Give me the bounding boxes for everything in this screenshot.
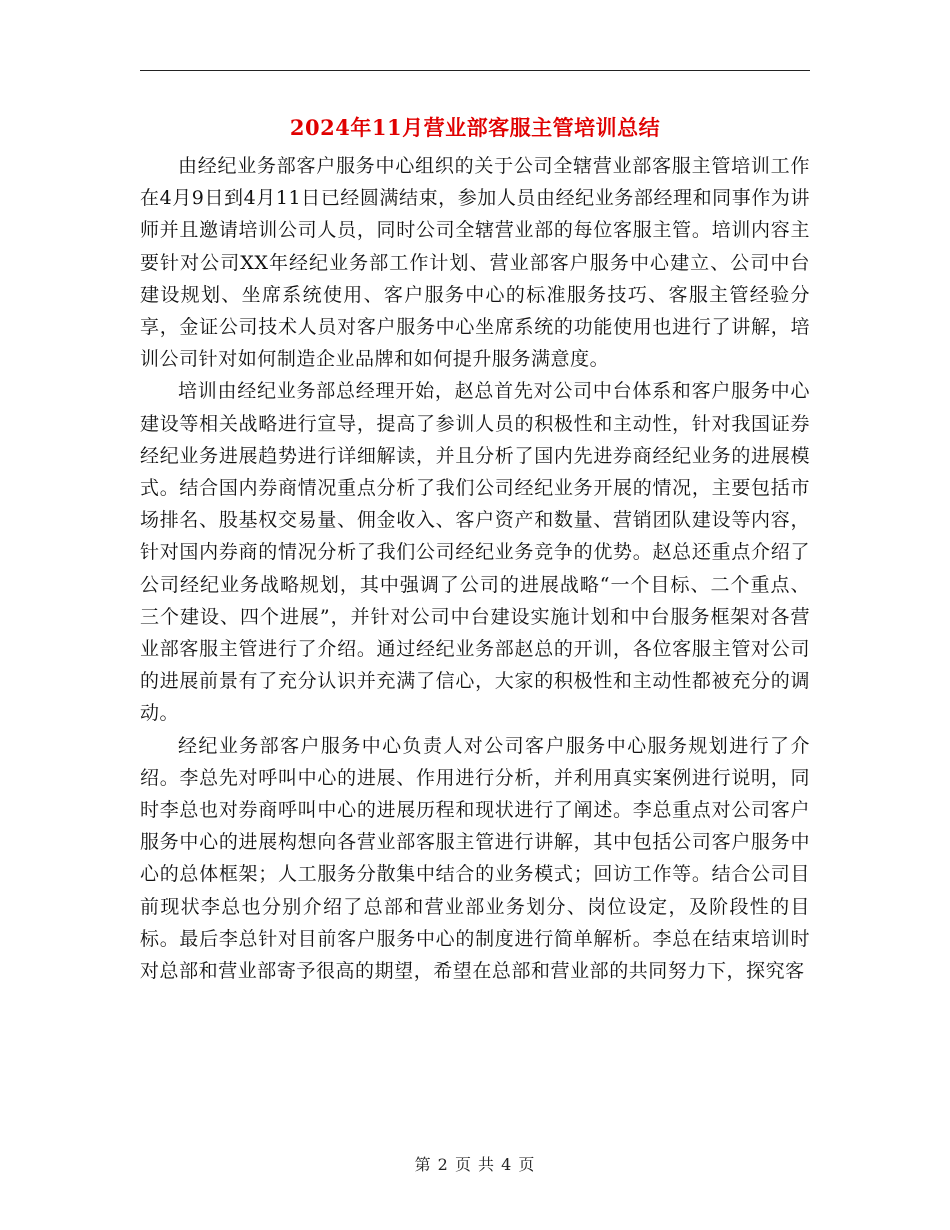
header-rule bbox=[140, 70, 810, 71]
paragraph-1: 由经纪业务部客户服务中心组织的关于公司全辖营业部客服主管培训工作在4月9日到4月11日已经圆满结束，参加人员由经纪业务部经理和同事作为讲师并且邀请培训公司人员，同时公司全辖营业部的每位客服主管。培训内容主要针对公司XX年经纪业务部工作计划、营业部客户服务中心建立、公司中台建设规划、坐席系统使用、客户服务中心的标准服务技巧、客服主管经验分享，金证公司技术人员对客户服务中心坐席系统的功能使用也进行了讲解，培训公司针对如何制造企业品牌和如何提升服务满意度。 bbox=[140, 155, 810, 371]
paragraph-2: 培训由经纪业务部总经理开始，赵总首先对公司中台体系和客户服务中心建设等相关战略进行宣导，提高了参训人员的积极性和主动性，针对我国证券经纪业务进展趋势进行详细解读，并且分析了国内先进券商经纪业务的进展模式。结合国内券商情况重点分析了我们公司经纪业务开展的情况，主要包括市场排名、股基权交易量、佣金收入、客户资产和数量、营销团队建设等内容，针对国内券商的情况分析了我们公司经纪业务竞争的优势。赵总还重点介绍了公司经纪业务战略规划，其中强调了公司的进展战略“一个目标、二个重点、三个建设、四个进展”，并针对公司中台建设实施计划和中台服务框架对各营业部客服主管进行了介绍。通过经纪业务部赵总的开训，各位客服主管对公司的进展前景有了充分认识并充满了信心，大家的积极性和主动性都被充分的调动。 bbox=[140, 380, 810, 725]
document-body bbox=[140, 150, 810, 987]
document-title: 2024年11月营业部客服主管培训总结 bbox=[289, 115, 661, 140]
paragraph-3: 经纪业务部客户服务中心负责人对公司客户服务中心服务规划进行了介绍。李总先对呼叫中心的进展、作用进行分析，并利用真实案例进行说明，同时李总也对券商呼叫中心的进展历程和现状进行了阐述。李总重点对公司客户服务中心的进展构想向各营业部客服主管进行讲解，其中包括公司客户服务中心的总体框架；人工服务分散集中结合的业务模式；回访工作等。结合公司目前现状李总也分别介绍了总部和营业部业务划分、岗位设定，及阶段性的目标。最后李总针对目前客户服务中心的制度进行简单解析。李总在结束培训时对总部和营业部寄予很高的期望，希望在总部和营业部的共同努力下，探究客 bbox=[140, 734, 810, 983]
page-number-footer: 第 2 页 共 4 页 bbox=[414, 1155, 536, 1174]
